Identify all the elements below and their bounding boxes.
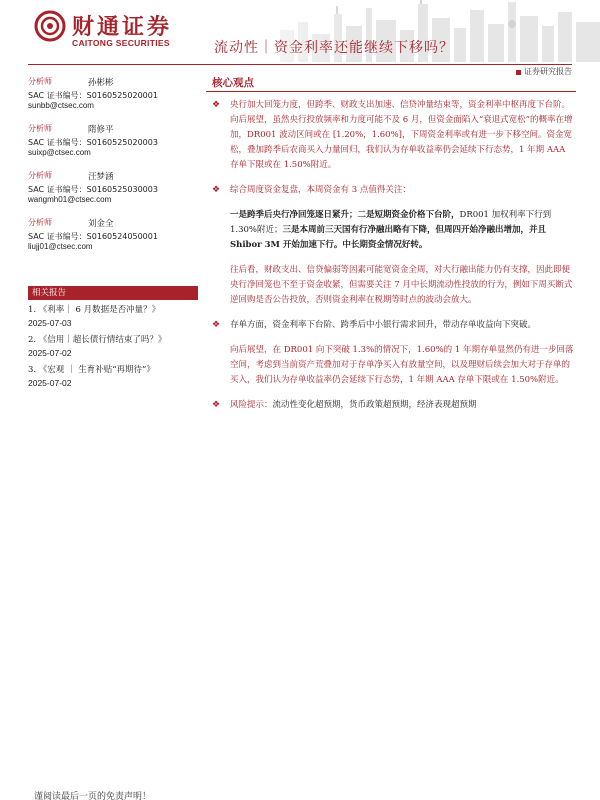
company-logo <box>34 8 194 52</box>
detail-phrase: 一是跨季后央行净回笼逐日紧升； <box>230 210 358 220</box>
detail-phrase: 二是短期资金价格下台阶， <box>357 210 460 220</box>
core-point-2-outlook: 往后看，财政支出、信贷偏弱等因素可能宽资金全周，对大行融出能力仍有支撑，因此即便央行净回笼也不至于资金收紧，但需要关注 7 月中长期流动性投放的行为，例如下周买断式逆回购是否公告投放，否则资金利率在税期等时点的波动会放大。 <box>230 265 573 305</box>
square-bullet-icon <box>516 70 521 75</box>
analyst-role: 分析师 <box>28 218 52 227</box>
core-views <box>206 76 576 413</box>
core-point-2 <box>206 183 576 198</box>
related-reports-header: 相关报告 <box>28 286 198 300</box>
diamond-bullet-icon: ❖ <box>212 320 221 330</box>
logo-name-en: CAITONG SECURITIES <box>72 38 170 48</box>
header-divider <box>28 64 572 65</box>
analyst-email[interactable]: suixp@ctsec.com <box>28 148 91 157</box>
report-title: 流动性｜资金利率还能继续下移吗？ <box>214 40 454 56</box>
related-report-date: 2025-07-02 <box>28 378 72 388</box>
core-point-2-text: 综合周度资金复盘，本周资金有 3 点值得关注： <box>230 185 411 195</box>
analyst-role: 分析师 <box>28 124 52 133</box>
related-report-date: 2025-07-02 <box>28 348 72 358</box>
related-report-link[interactable]: 2. 《信用｜超长债行情结束了吗？》 <box>28 335 167 345</box>
logo-name-cn: 财通证券 <box>72 15 173 40</box>
related-report-date: 2025-07-03 <box>28 318 72 328</box>
analyst-list <box>28 76 198 264</box>
analyst-role: 分析师 <box>28 77 52 86</box>
core-point-1-text: 央行加大回笼力度，但跨季、财政支出加速、信贷冲量结束等，资金利率中枢再度下台阶。向后展望，虽然央行投放频率和力度可能不及 6 月，但资金面陷入“衰退式宽松”的概率在增加，DR001 波动区间或在 [1.20%，1.60%]，下周资金利率或有进一步下移空间。资金宽松，叠加跨季后农商买入力量回归，我们认为存单收益率仍会延续下行态势，1 年期 AAA 存单下限或在 1.50%附近。 <box>230 100 573 170</box>
diamond-bullet-icon: ❖ <box>212 100 221 110</box>
detail-phrase: DR001 加权利率下行到 1.30%附近； <box>230 210 552 235</box>
risk-warning <box>206 398 576 413</box>
diamond-bullet-icon: ❖ <box>212 400 221 410</box>
core-point-2-detail <box>206 208 576 253</box>
analyst-card <box>28 170 198 217</box>
analyst-name: 孙彬彬 <box>88 78 114 88</box>
analyst-card <box>28 123 198 170</box>
analyst-email[interactable]: liujj01@ctsec.com <box>28 242 93 251</box>
core-point-3-text: 存单方面，资金利率下台阶、跨季后中小银行需求回升，带动存单收益向下突破。 <box>230 320 537 330</box>
logo-mark-icon <box>34 10 66 42</box>
analyst-email[interactable]: sunbb@ctsec.com <box>28 101 94 110</box>
detail-phrase: 中长期资金情况好转。 <box>342 240 428 250</box>
analyst-sac: SAC 证书编号：S0160525020003 <box>28 138 158 147</box>
diamond-bullet-icon: ❖ <box>212 185 221 195</box>
related-report-link[interactable]: 3. 《宏观 ｜ 生育补贴“再期待”》 <box>28 365 155 375</box>
core-point-3-outlook: 向后展望，在 DR001 向下突破 1.3%的情况下，1.60%的 1 年期存单显然仍有进一步回落空间，考虑到当前资产荒叠加对于存单净买入有放量空间，以及理财后续会加大对于存单的买入，我们认为存单收益率仍会延续下行态势，1 年期 AAA 存单下限或在 1.50%附近。 <box>230 345 574 385</box>
analyst-name: 汪梦涵 <box>88 172 114 182</box>
related-report-link[interactable]: 1. 《利率｜ 6 月数据是否冲量？》 <box>28 305 161 315</box>
report-type-label: 证券研究报告 <box>524 67 572 76</box>
core-views-header: 核心观点 <box>206 76 576 92</box>
core-point-1 <box>206 98 576 173</box>
analyst-card <box>28 217 198 264</box>
header <box>0 0 600 62</box>
risk-warning-label: 风险提示： <box>230 400 273 410</box>
analyst-sac: SAC 证书编号：S0160524050001 <box>28 232 158 241</box>
analyst-sac: SAC 证书编号：S0160525020001 <box>28 91 158 100</box>
core-point-3 <box>206 318 576 333</box>
analyst-role: 分析师 <box>28 171 52 180</box>
risk-warning-text: 流动性变化超预期，货币政策超预期，经济表现超预期 <box>272 400 477 410</box>
analyst-card <box>28 76 198 123</box>
detail-phrase: 三是本周前三天国有行净融出略有下降，但周四开始净融出增加，并且 Shibor 3M 开始加速下行。 <box>230 225 547 250</box>
analyst-email[interactable]: wangmh01@ctsec.com <box>28 195 112 204</box>
analyst-sac: SAC 证书编号：S0160525030003 <box>28 185 158 194</box>
disclaimer-note: 谨阅读最后一页的免责声明！ <box>34 792 152 800</box>
analyst-name: 隋修平 <box>88 125 114 135</box>
related-reports <box>28 286 198 390</box>
analyst-name: 刘金全 <box>88 219 114 229</box>
